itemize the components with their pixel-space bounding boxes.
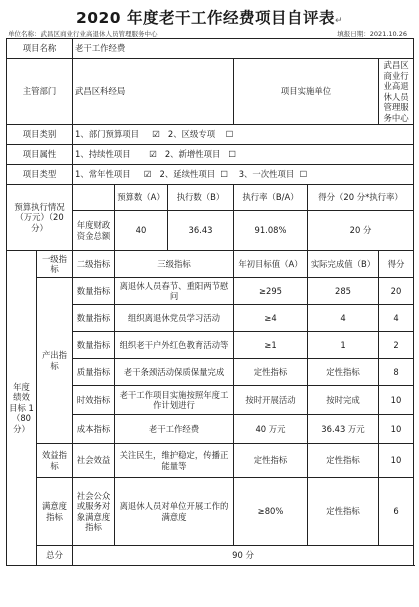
checkbox-checked-icon[interactable]: ☑ xyxy=(152,129,160,140)
self-evaluation-table xyxy=(6,38,414,566)
budget-header-b: 执行数（B） xyxy=(168,185,234,211)
item-score: 6 xyxy=(379,478,414,546)
item-level3: 老干工作经费 xyxy=(115,415,234,444)
category-label: 项目类别 xyxy=(7,125,73,145)
item-score: 4 xyxy=(379,305,414,332)
type-options xyxy=(73,165,414,185)
checkbox-checked-icon[interactable]: ☑ xyxy=(143,169,152,180)
checkbox-empty-icon[interactable]: ☐ xyxy=(220,169,229,180)
category-opt2: 2、区级专项 xyxy=(167,128,216,139)
type-opt2: 2、延续性项目 xyxy=(159,168,216,179)
row-type xyxy=(7,165,414,185)
rate-value: 91.08% xyxy=(234,211,308,251)
item-actual: 按时完成 xyxy=(308,386,379,415)
item-target: 按时开展活动 xyxy=(234,386,308,415)
item-actual: 定性指标 xyxy=(308,478,379,546)
item-level3: 离退休人员春节、重阳两节慰问 xyxy=(115,278,234,305)
budget-header-a: 预算数（A） xyxy=(115,185,168,211)
effect-indicator-label: 效益指标 xyxy=(37,444,73,478)
perf-header-target: 年初目标值（A） xyxy=(234,251,308,278)
perf-header-level3: 三级指标 xyxy=(115,251,234,278)
budget-row-label: 年度财政资金总额 xyxy=(73,211,115,251)
satisfaction-indicator-label: 满意度指标 xyxy=(37,478,73,546)
item-target: ≥1 xyxy=(234,332,308,359)
item-score: 8 xyxy=(379,359,414,386)
row-total xyxy=(7,546,414,566)
item-target: 定性指标 xyxy=(234,359,308,386)
item-level3: 组织离退休党员学习活动 xyxy=(115,305,234,332)
item-level3: 组织老干户外红色教育活动等 xyxy=(115,332,234,359)
total-label: 总分 xyxy=(37,546,73,566)
output-indicator-label: 产出指标 xyxy=(37,278,73,444)
row-department xyxy=(7,59,414,125)
item-level2: 数量指标 xyxy=(73,332,115,359)
perf-header-score: 得分 xyxy=(379,251,414,278)
dept-value: 武昌区科经局 xyxy=(73,59,234,125)
item-target: 40 万元 xyxy=(234,415,308,444)
type-opt3: 3、一次性项目 xyxy=(238,168,295,179)
budget-value: 40 xyxy=(115,211,168,251)
impl-value: 武昌区商业行业高退休人员管理服务中心 xyxy=(379,59,414,125)
item-score: 10 xyxy=(379,415,414,444)
item-level2: 数量指标 xyxy=(73,305,115,332)
fill-date-label: 填报日期：2021.10.26 xyxy=(337,30,407,38)
unit-name-label: 单位名称：武昌区商业行业高退休人员管理服务中心 xyxy=(8,30,158,38)
budget-score-value: 20 分 xyxy=(308,211,414,251)
item-level2: 成本指标 xyxy=(73,415,115,444)
table-row xyxy=(7,278,414,305)
item-score: 10 xyxy=(379,444,414,478)
title-text: 2020 年度老干工作经费项目自评表 xyxy=(75,9,335,27)
row-category xyxy=(7,125,414,145)
item-actual: 1 xyxy=(308,332,379,359)
category-opt1: 1、部门预算项目 xyxy=(75,128,139,139)
total-value: 90 分 xyxy=(73,546,414,566)
item-level2: 时效指标 xyxy=(73,386,115,415)
item-target: ≥80% xyxy=(234,478,308,546)
item-target: ≥295 xyxy=(234,278,308,305)
item-level3: 关注民生，维护稳定，传播正能量等 xyxy=(115,444,234,478)
item-level2: 社会公众或服务对象满意度指标 xyxy=(73,478,115,546)
item-level2: 数量指标 xyxy=(73,278,115,305)
item-target: 定性指标 xyxy=(234,444,308,478)
checkbox-empty-icon[interactable]: ☐ xyxy=(299,169,308,180)
title-mark: ↵ xyxy=(335,16,344,26)
budget-header-rate: 执行率（B/A） xyxy=(234,185,308,211)
row-attribute xyxy=(7,145,414,165)
perf-header-actual: 实际完成值（B） xyxy=(308,251,379,278)
item-level3: 老干条颈活动保质保量完成 xyxy=(115,359,234,386)
item-actual: 定性指标 xyxy=(308,359,379,386)
category-options xyxy=(73,125,414,145)
row-budget-header xyxy=(7,185,414,211)
item-target: ≥4 xyxy=(234,305,308,332)
item-actual: 285 xyxy=(308,278,379,305)
attr-options xyxy=(73,145,414,165)
item-level2: 质量指标 xyxy=(73,359,115,386)
checkbox-empty-icon[interactable]: ☐ xyxy=(225,129,234,140)
project-name-value: 老干工作经费 xyxy=(73,39,414,59)
item-level2: 社会效益 xyxy=(73,444,115,478)
item-actual: 4 xyxy=(308,305,379,332)
attr-opt1: 1、持续性项目 xyxy=(75,148,131,159)
dept-label: 主管部门 xyxy=(7,59,73,125)
budget-label: 预算执行情况（万元）（20 分） xyxy=(7,185,73,251)
type-opt1: 1、常年性项目 xyxy=(75,168,131,179)
project-name-label: 项目名称 xyxy=(7,39,73,59)
exec-value: 36.43 xyxy=(168,211,234,251)
attr-label: 项目属性 xyxy=(7,145,73,165)
item-score: 2 xyxy=(379,332,414,359)
checkbox-checked-icon[interactable]: ☑ xyxy=(149,149,157,160)
perf-header-level2: 二级指标 xyxy=(73,251,115,278)
row-perf-header xyxy=(7,251,414,278)
item-score: 10 xyxy=(379,386,414,415)
item-score: 20 xyxy=(379,278,414,305)
item-actual: 定性指标 xyxy=(308,444,379,478)
budget-header-score: 得分（20 分*执行率） xyxy=(308,185,414,211)
perf-header-level1: 一级指标 xyxy=(37,251,73,278)
type-label: 项目类型 xyxy=(7,165,73,185)
checkbox-empty-icon[interactable]: ☐ xyxy=(228,149,237,160)
impl-label: 项目实施单位 xyxy=(234,59,379,125)
item-level3: 离退休人员对单位开展工作的满意度 xyxy=(115,478,234,546)
attr-opt2: 2、新增性项目 xyxy=(164,148,221,159)
perf-side-label: 年度绩效目标 1（80分） xyxy=(7,251,37,566)
page-title xyxy=(0,6,419,28)
row-project-name xyxy=(7,39,414,59)
item-actual: 36.43 万元 xyxy=(308,415,379,444)
table-row xyxy=(7,478,414,546)
item-level3: 老干工作项目实施按照年度工作计划进行 xyxy=(115,386,234,415)
budget-blank xyxy=(73,185,115,211)
table-row xyxy=(7,444,414,478)
